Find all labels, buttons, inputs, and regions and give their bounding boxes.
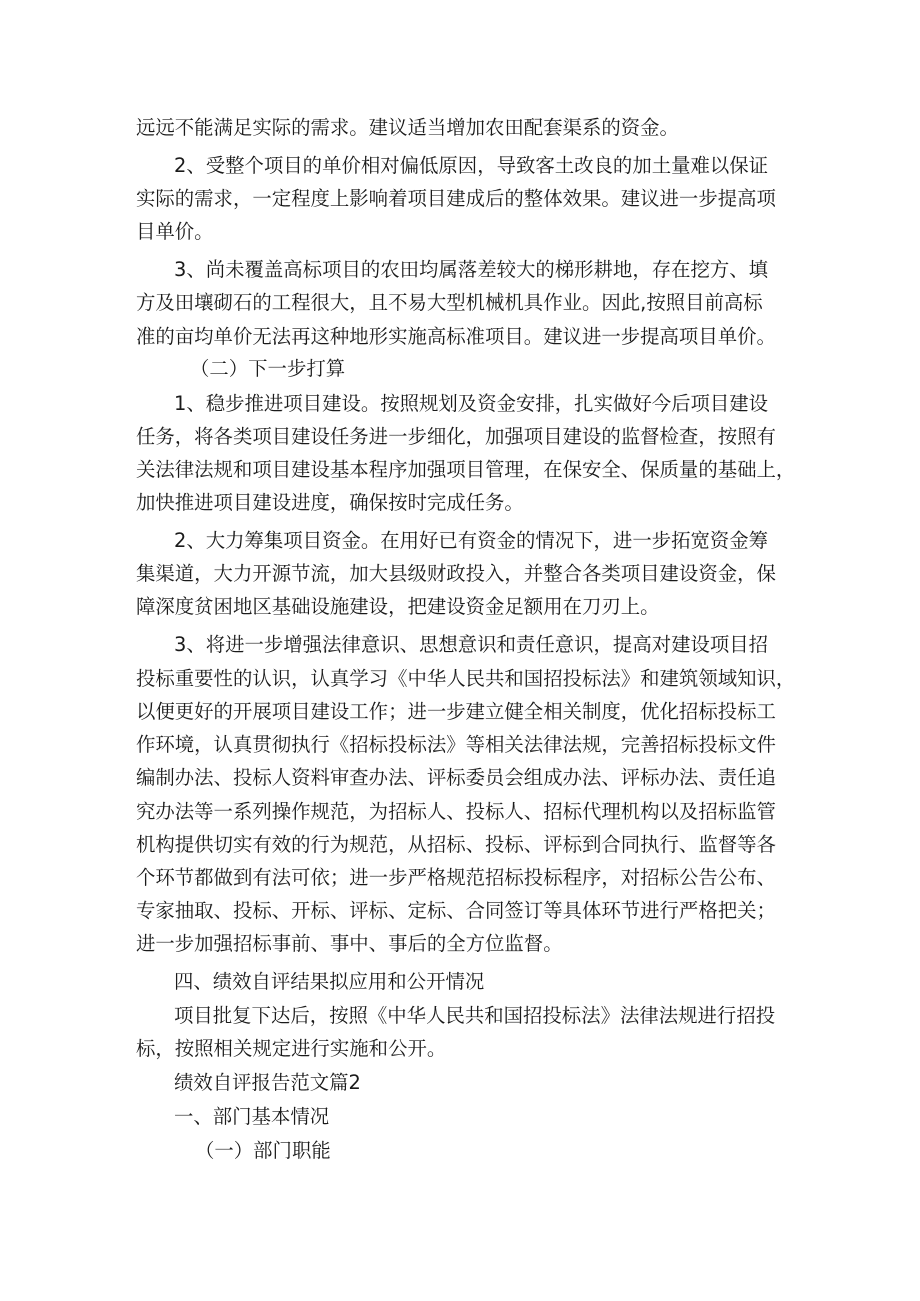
body-text-line: 加快推进项目建设进度，确保按时完成任务。 [136, 491, 524, 514]
body-text-line: 关法律法规和项目建设基本程序加强项目管理，在保安全、保质量的基础上， [136, 458, 796, 481]
body-text-line: 个环节都做到有法可依；进一步严格规范招标投标程序，对招标公告公布、 [136, 866, 776, 889]
body-text-line: 实际的需求，一定程度上影响着项目建成后的整体效果。建议进一步提高项 [136, 187, 776, 210]
body-text-line: 作环境，认真贯彻执行《招标投标法》等相关法律法规，完善招标投标文件 [136, 733, 776, 756]
section-heading: （一）部门职能 [195, 1139, 331, 1162]
paragraph-first-line: 项目批复下达后，按照《中华人民共和国招投标法》法律法规进行招投 [174, 1004, 776, 1027]
body-text-line: 究办法等一系列操作规范，为招标人、投标人、招标代理机构以及招标监管 [136, 800, 776, 823]
body-text-line: 机构提供切实有效的行为规范，从招标、投标、评标到合同执行、监督等各 [136, 833, 776, 856]
body-text-line: 专家抽取、投标、开标、评标、定标、合同签订等具体环节进行严格把关； [136, 899, 776, 922]
paragraph-first-line: 2、受整个项目的单价相对偏低原因，导致客土改良的加土量难以保证 [174, 154, 769, 177]
body-text-line: 准的亩均单价无法再这种地形实施高标准项目。建议进一步提高项目单价。 [136, 325, 776, 348]
paragraph-first-line: 1、稳步推进项目建设。按照规划及资金安排，扎实做好今后项目建设 [174, 392, 769, 415]
paragraph-first-line: 3、将进一步增强法律意识、思想意识和责任意识，提高对建设项目招 [174, 633, 769, 656]
paragraph-first-line: 3、尚未覆盖高标项目的农田均属落差较大的梯形耕地，存在挖方、填 [174, 258, 769, 281]
body-text-line: 方及田壤砌石的工程很大，且不易大型机械机具作业。因此,按照目前高标 [136, 291, 763, 314]
body-text-line: 进一步加强招标事前、事中、事后的全方位监督。 [136, 932, 563, 955]
section-heading: （二）下一步打算 [190, 357, 346, 380]
body-text-line: 目单价。 [136, 220, 214, 243]
body-text-line: 标，按照相关规定进行实施和公开。 [136, 1037, 447, 1060]
body-text-line: 远远不能满足实际的需求。建议适当增加农田配套渠系的资金。 [136, 116, 679, 139]
section-heading: 一、部门基本情况 [174, 1105, 330, 1128]
section-heading: 四、绩效自评结果拟应用和公开情况 [174, 970, 485, 993]
body-text-line: 任务，将各类项目建设任务进一步细化，加强项目建设的监督检查，按照有 [136, 425, 776, 448]
body-text-line: 以便更好的开展项目建设工作；进一步建立健全相关制度，优化招标投标工 [136, 700, 776, 723]
body-text-line: 编制办法、投标人资料审查办法、评标委员会组成办法、评标办法、责任追 [136, 766, 776, 789]
section-heading: 绩效自评报告范文篇2 [174, 1071, 361, 1094]
body-text-line: 集渠道，大力开源节流，加大县级财政投入，并整合各类项目建设资金，保 [136, 562, 776, 585]
paragraph-first-line: 2、大力筹集项目资金。在用好已有资金的情况下，进一步拓宽资金筹 [174, 529, 769, 552]
body-text-line: 障深度贫困地区基础设施建设，把建设资金足额用在刀刃上。 [136, 595, 660, 618]
body-text-line: 投标重要性的认识，认真学习《中华人民共和国招投标法》和建筑领域知识， [136, 667, 796, 690]
